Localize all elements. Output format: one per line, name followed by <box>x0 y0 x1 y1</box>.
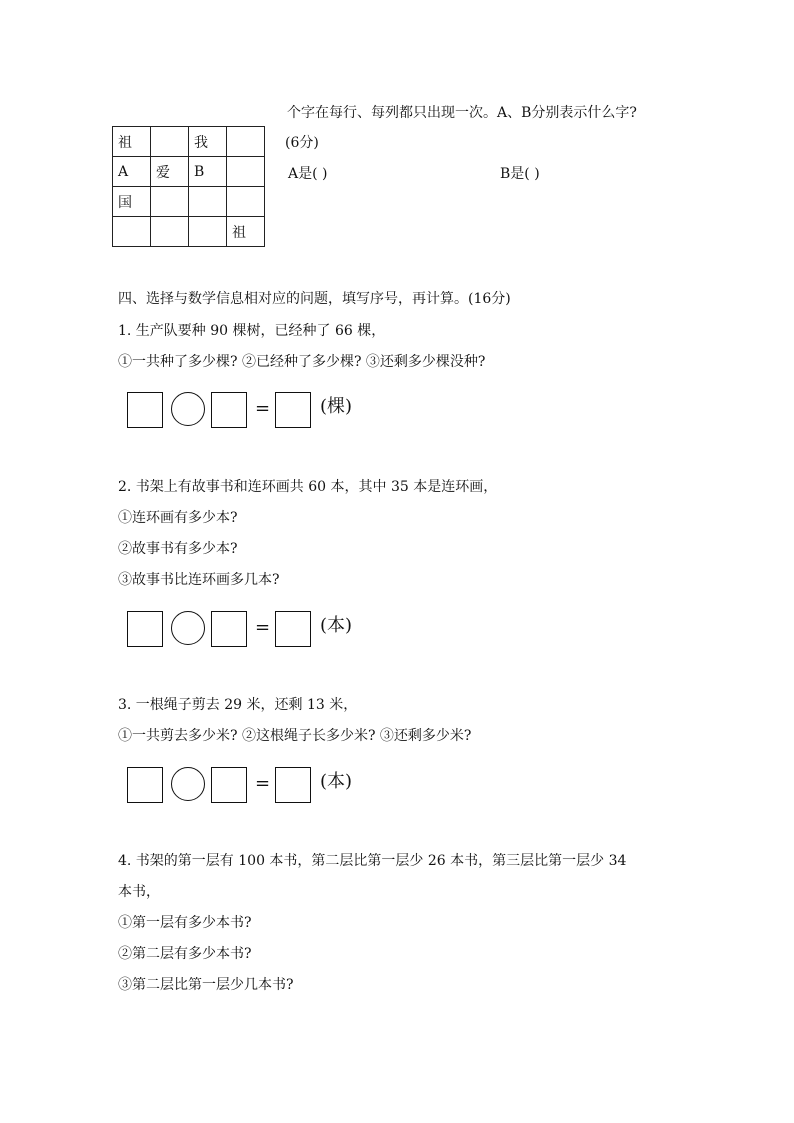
result-box[interactable] <box>275 392 311 428</box>
operator-circle[interactable] <box>171 392 205 426</box>
question-3-stem: 3. 一根绳子剪去 29 米，还剩 13 米， <box>118 697 358 713</box>
answer-a-label: A是( ) <box>288 166 328 182</box>
intro-line: 个字在每行、每列都只出现一次。A、B分别表示什么字? <box>287 105 637 121</box>
question-2-equation <box>127 611 367 647</box>
question-2-option-3: ③故事书比连环画多几本? <box>118 572 280 588</box>
intro-score: (6分) <box>285 135 319 151</box>
question-4-option-1: ①第一层有多少本书? <box>118 915 252 931</box>
question-1-options: ①一共种了多少棵? ②已经种了多少棵? ③还剩多少棵没种? <box>118 354 486 370</box>
question-1-stem: 1. 生产队要种 90 棵树，已经种了 66 棵， <box>118 323 386 339</box>
grid-cell <box>227 187 265 217</box>
unit-label: (本) <box>320 771 353 792</box>
operator-circle[interactable] <box>171 611 205 645</box>
question-3-options: ①一共剪去多少米? ②这根绳子长多少米? ③还剩多少米? <box>118 728 472 744</box>
grid-cell: B <box>189 157 227 187</box>
grid-cell <box>189 187 227 217</box>
question-4-stem-line-2: 本书， <box>118 884 160 900</box>
result-box[interactable] <box>275 611 311 647</box>
equals-sign: = <box>255 773 271 794</box>
equals-sign: = <box>255 617 271 638</box>
question-4-option-3: ③第二层比第一层少几本书? <box>118 977 294 993</box>
grid-cell: 国 <box>113 187 151 217</box>
equals-sign: = <box>255 398 271 419</box>
grid-cell <box>189 217 227 247</box>
operand-box[interactable] <box>211 392 247 428</box>
grid-cell <box>113 217 151 247</box>
grid-cell <box>151 187 189 217</box>
question-1-equation <box>127 392 367 428</box>
operand-box[interactable] <box>127 392 163 428</box>
grid-cell: A <box>113 157 151 187</box>
grid-cell: 爱 <box>151 157 189 187</box>
operand-box[interactable] <box>211 611 247 647</box>
grid-row <box>113 127 265 157</box>
grid-cell <box>151 127 189 157</box>
question-4-stem-line-1: 4. 书架的第一层有 100 本书，第二层比第一层少 26 本书，第三层比第一层少 34 <box>118 853 627 869</box>
operand-box[interactable] <box>211 767 247 803</box>
question-3-equation <box>127 767 367 803</box>
question-2-stem: 2. 书架上有故事书和连环画共 60 本，其中 35 本是连环画， <box>118 479 498 495</box>
grid-cell: 祖 <box>113 127 151 157</box>
grid-cell <box>227 127 265 157</box>
question-2-option-1: ①连环画有多少本? <box>118 510 238 526</box>
unit-label: (棵) <box>320 396 353 417</box>
grid-cell: 我 <box>189 127 227 157</box>
answer-b-label: B是( ) <box>500 166 540 182</box>
character-grid <box>112 126 265 247</box>
operand-box[interactable] <box>127 767 163 803</box>
grid-cell <box>151 217 189 247</box>
operator-circle[interactable] <box>171 767 205 801</box>
operand-box[interactable] <box>127 611 163 647</box>
question-2-option-2: ②故事书有多少本? <box>118 541 238 557</box>
question-4-option-2: ②第二层有多少本书? <box>118 946 252 962</box>
grid-cell <box>227 157 265 187</box>
unit-label: (本) <box>320 615 353 636</box>
result-box[interactable] <box>275 767 311 803</box>
grid-row <box>113 217 265 247</box>
section-heading: 四、选择与数学信息相对应的问题，填写序号，再计算。(16分) <box>118 291 511 307</box>
grid-row <box>113 157 265 187</box>
grid-row <box>113 187 265 217</box>
grid-cell: 祖 <box>227 217 265 247</box>
